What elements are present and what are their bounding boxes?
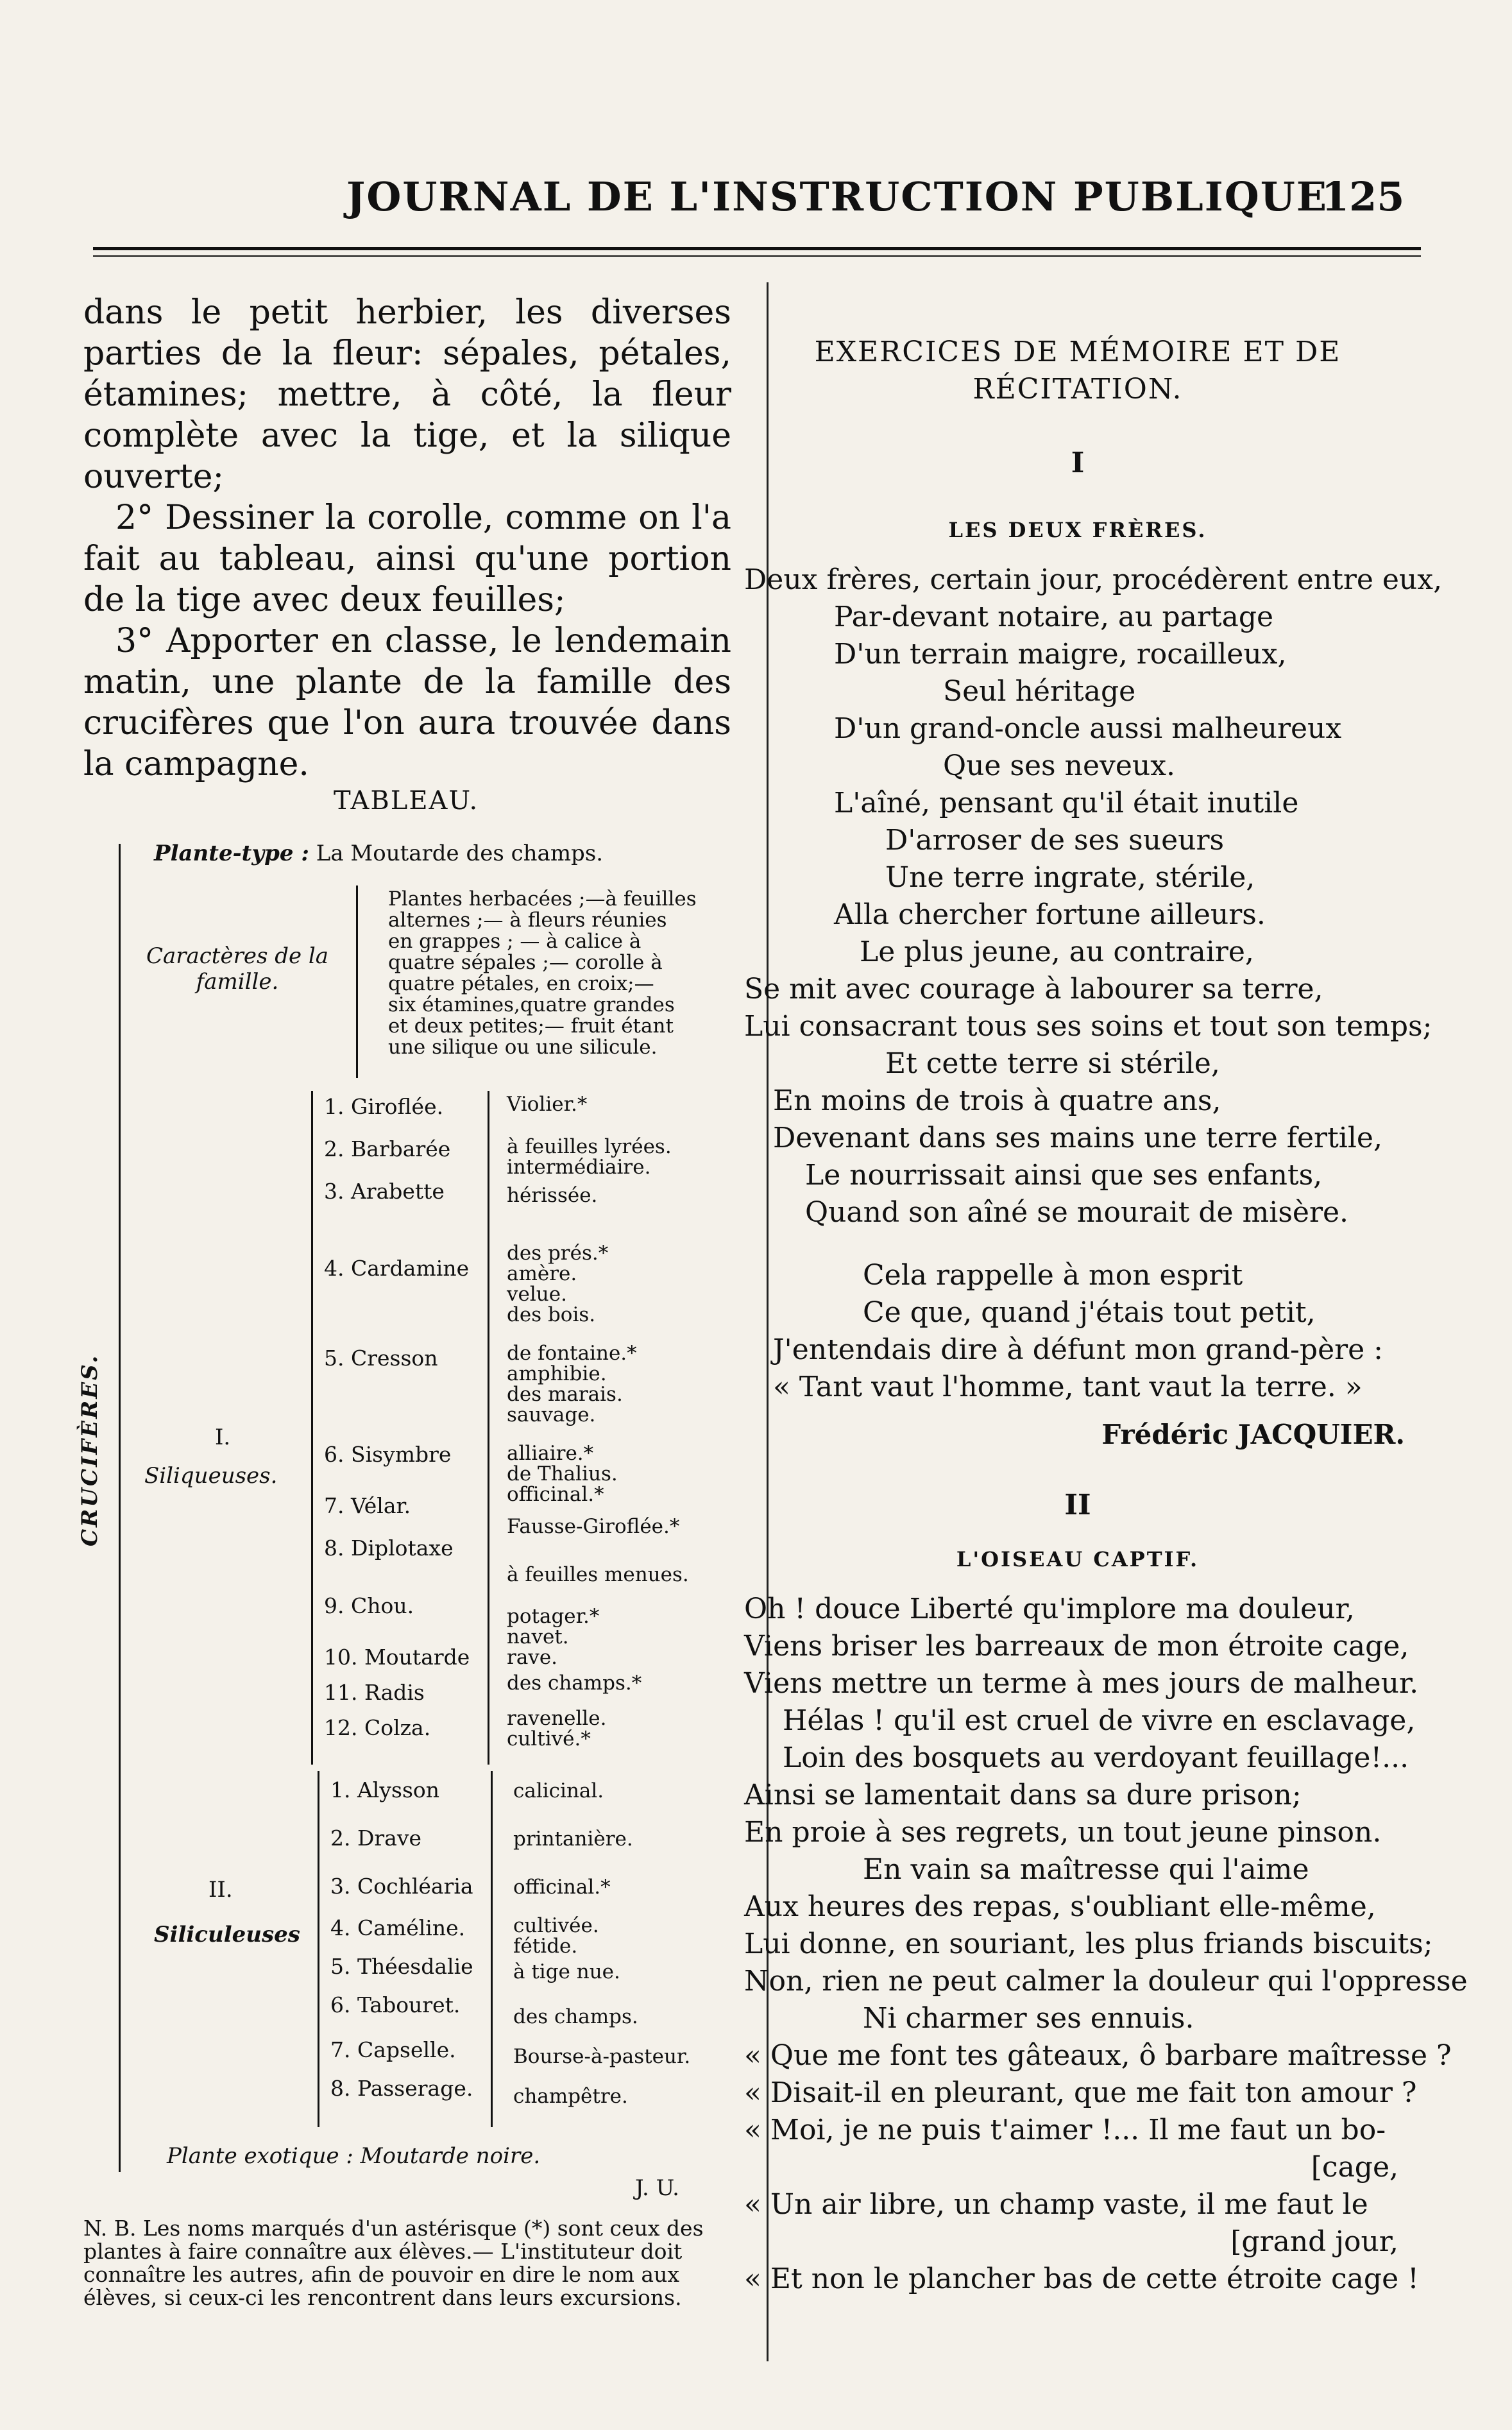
family-label: CRUCIFÈRES. (77, 1353, 103, 1546)
poem-line: Deux frères, certain jour, procédèrent entre eux, (744, 563, 1443, 596)
species-item: à feuilles menues. (507, 1563, 689, 1586)
brace-line (318, 1771, 319, 2127)
group1-genera (324, 1094, 470, 1758)
poem-2 (744, 1591, 1468, 2298)
species-item: calicinal. (513, 1779, 604, 1802)
poem-line: Que ses neveux. (943, 749, 1176, 782)
poem-line: « Un air libre, un champ vaste, il me faut le (744, 2188, 1368, 2221)
poem-line: Oh ! douce Liberté qu'implore ma douleur, (744, 1593, 1355, 1625)
poem-line: [cage, (1311, 2151, 1398, 2184)
poem-line: Et cette terre si stérile, (885, 1047, 1220, 1080)
poem-line: « Et non le plancher bas de cette étroite cage ! (744, 2263, 1419, 2295)
species-brace-line (491, 1771, 493, 2127)
species-item: des champs. (513, 2005, 638, 2028)
poem-line: Loin des bosquets au verdoyant feuillage!... (783, 1741, 1409, 1774)
paragraph: 3° Apporter en classe, le lendemain matin, une plante de la famille des crucifères que l'on aura trouvée dans la campagne. (83, 622, 731, 783)
species-item: des bois. (507, 1303, 596, 1326)
poem-line: Lui donne, en souriant, les plus friands biscuits; (744, 1928, 1433, 1960)
species-item: potager.* (507, 1605, 600, 1628)
poem-line: D'un terrain maigre, rocailleux, (834, 638, 1287, 671)
poem-line: Par-devant notaire, au partage (834, 601, 1274, 633)
poem-line: Devenant dans ses mains une terre fertile, (773, 1122, 1382, 1154)
species-item: amère. (507, 1262, 577, 1285)
caractere-line: quatre sépales ;— corolle à (388, 951, 663, 974)
species-item: à tige nue. (513, 1960, 620, 1983)
poem-1 (744, 561, 1443, 1231)
species-item: amphibie. (507, 1362, 607, 1385)
group1-species (507, 1094, 689, 1749)
section-heading: RÉCITATION. (973, 373, 1183, 406)
header-rule-thin (93, 255, 1421, 257)
left-text (83, 292, 731, 785)
poem-line: Aux heures des repas, s'oubliant elle-même, (744, 1890, 1376, 1923)
poem-title: L'OISEAU CAPTIF. (956, 1547, 1200, 1571)
species-item: des champs.* (507, 1672, 642, 1695)
poem-line: « Disait-il en pleurant, que me fait ton amour ? (744, 2076, 1417, 2109)
section-heading: EXERCICES DE MÉMOIRE ET DE (814, 336, 1341, 368)
paragraph: dans le petit herbier, les diverses parties de la fleur: sépales, pétales, étamines; mettre, à côté, la fleur complète avec la tige, et la silique ouverte; (83, 293, 731, 496)
poem-line: Non, rien ne peut calmer la douleur qui l'oppresse (744, 1965, 1468, 1998)
genus-item: 1. Giroflée. (324, 1094, 444, 1119)
species-item: navet. (507, 1625, 569, 1648)
plante-type (154, 841, 603, 866)
plante-type-label: Plante-type : (154, 841, 309, 866)
genus-item: 9. Chou. (324, 1593, 414, 1618)
species-item: hérissée. (507, 1184, 598, 1207)
genus-item: 3. Arabette (324, 1179, 445, 1204)
poem-line: Lui consacrant tous ses soins et tout son temps; (744, 1010, 1432, 1043)
species-brace-line (488, 1091, 489, 1765)
species-item: Bourse-à-pasteur. (513, 2045, 691, 2068)
tableau-title: TABLEAU. (334, 786, 479, 816)
poem-number: I (1071, 447, 1085, 479)
species-item: intermédiaire. (507, 1156, 651, 1179)
species-item: Violier.* (507, 1093, 588, 1116)
poem-line: En vain sa maîtresse qui l'aime (863, 1853, 1309, 1886)
page-number: 125 (1321, 173, 1405, 220)
species-item: rave. (507, 1646, 558, 1669)
outer-brace-line (119, 844, 121, 2172)
genus-item: 7. Vélar. (324, 1493, 411, 1518)
caractere-line: six étamines,quatre grandes (388, 993, 675, 1016)
right-column (744, 334, 1468, 2298)
header-rule (93, 247, 1421, 250)
plante-exotique: Plante exotique : Moutarde noire. (167, 2143, 541, 2169)
genus-item: 8. Passerage. (330, 2076, 473, 2101)
poem-line: Le nourrissait ainsi que ses enfants, (805, 1159, 1323, 1192)
genus-item: 11. Radis (324, 1680, 425, 1705)
species-item: fétide. (513, 1935, 578, 1958)
caractere-line: alternes ;— à fleurs réunies (388, 909, 667, 932)
group2-num: II. (208, 1877, 233, 1903)
poem-line: « Tant vaut l'homme, tant vaut la terre. » (773, 1371, 1363, 1403)
poem-line: J'entendais dire à défunt mon grand-père : (773, 1333, 1383, 1366)
poem-line: Alla chercher fortune ailleurs. (834, 898, 1266, 931)
species-item: champêtre. (513, 2085, 628, 2108)
caractere-line: en grappes ; — à calice à (388, 930, 641, 953)
species-item: velue. (507, 1283, 567, 1306)
poem-line: D'arroser de ses sueurs (885, 824, 1225, 857)
species-item: printanière. (513, 1827, 633, 1851)
poem-line: Seul héritage (943, 675, 1136, 708)
poem-1-moral (744, 1257, 1411, 1406)
genus-item: 4. Caméline. (330, 1915, 466, 1940)
brace-line (311, 1091, 313, 1765)
genus-item: 2. Drave (330, 1826, 422, 1851)
poem-line: « Moi, je ne puis t'aimer !... Il me faut un bo- (744, 2114, 1386, 2146)
caracteres-list (388, 889, 735, 1058)
genus-item: 7. Capselle. (330, 2037, 456, 2062)
genus-item: 1. Alysson (330, 1777, 439, 1802)
poem-line: Ainsi se lamentait dans sa dure prison; (744, 1779, 1302, 1811)
species-item: Fausse-Giroflée.* (507, 1515, 680, 1538)
poem-line: Une terre ingrate, stérile, (885, 861, 1255, 894)
poem-line: En moins de trois à quatre ans, (773, 1084, 1221, 1117)
caractere-line: Plantes herbacées ;—à feuilles (388, 887, 697, 911)
species-item: des marais. (507, 1383, 623, 1406)
poem-line: Ce que, quand j'étais tout petit, (863, 1296, 1316, 1329)
species-item: de fontaine.* (507, 1342, 637, 1365)
poem-number: II (1064, 1489, 1091, 1521)
poem-line: Viens briser les barreaux de mon étroite cage, (744, 1630, 1409, 1663)
group1-num: I. (215, 1425, 231, 1450)
species-item: alliaire.* (507, 1442, 594, 1465)
genus-item: 6. Tabouret. (330, 1992, 461, 2017)
group1-name: Siliqueuses. (144, 1463, 278, 1489)
poem-line: Viens mettre un terme à mes jours de malheur. (744, 1667, 1419, 1700)
genus-item: 2. Barbarée (324, 1136, 451, 1161)
genus-item: 8. Diplotaxe (324, 1536, 454, 1561)
species-item: officinal.* (513, 1876, 611, 1899)
paragraph: 2° Dessiner la corolle, comme on l'a fait au tableau, ainsi qu'une portion de la tige avec deux feuilles; (83, 499, 731, 619)
poem-line: Cela rappelle à mon esprit (863, 1259, 1243, 1292)
species-item: officinal.* (507, 1483, 604, 1506)
genus-item: 10. Moutarde (324, 1645, 470, 1670)
genus-item: 4. Cardamine (324, 1256, 470, 1281)
poem-line: Le plus jeune, au contraire, (860, 936, 1254, 968)
caractere-line: et deux petites;— fruit étant (388, 1014, 674, 1038)
poem-title: LES DEUX FRÈRES. (948, 518, 1207, 542)
poem-line: En proie à ses regrets, un tout jeune pinson. (744, 1816, 1382, 1849)
poem-line: Quand son aîné se mourait de misère. (805, 1196, 1349, 1229)
caracteres-label: Caractères de la famille. (146, 943, 329, 995)
species-item: ravenelle. (507, 1707, 607, 1730)
genus-item: 3. Cochléaria (330, 1874, 473, 1899)
species-item: à feuilles lyrées. (507, 1135, 672, 1158)
poem-line: « Que me font tes gâteaux, ô barbare maîtresse ? (744, 2039, 1452, 2072)
poem-line: [grand jour, (1230, 2225, 1398, 2258)
tableau-signature: J. U. (635, 2175, 679, 2201)
species-item: cultivé.* (507, 1727, 591, 1750)
poem-line: Se mit avec courage à labourer sa terre, (744, 973, 1323, 1005)
group2-species (513, 1781, 690, 2107)
genus-item: 5. Théesdalie (330, 1954, 473, 1979)
genus-item: 5. Cresson (324, 1346, 438, 1371)
caractere-line: une silique ou une silicule. (388, 1036, 658, 1059)
group2-name: Siliculeuses (154, 1922, 300, 1947)
genus-item: 12. Colza. (324, 1715, 431, 1740)
genus-item: 6. Sisymbre (324, 1442, 452, 1467)
plante-type-value: La Moutarde des champs. (316, 841, 604, 866)
poem-line: Ni charmer ses ennuis. (863, 2002, 1194, 2035)
group2-genera (330, 1777, 473, 2118)
species-item: des prés.* (507, 1242, 609, 1265)
caractere-line: quatre pétales, en croix;— (388, 972, 654, 995)
brace-line (356, 886, 358, 1078)
footnote: N. B. Les noms marqués d'un astérisque (*) sont ceux des plantes à faire connaître aux élèves.— L'instituteur doit connaître les autres, afin de pouvoir en dire le nom aux élèves, si ceux-ci les rencontrent dans leurs excursions. (83, 2216, 704, 2310)
species-item: de Thalius. (507, 1462, 618, 1485)
species-item: cultivée. (513, 1914, 599, 1937)
running-header: JOURNAL DE L'INSTRUCTION PUBLIQUE (346, 173, 1329, 220)
poem-line: D'un grand-oncle aussi malheureux (834, 712, 1342, 745)
poem-line: Hélas ! qu'il est cruel de vivre en esclavage, (783, 1704, 1416, 1737)
poem-author: Frédéric JACQUIER. (1101, 1419, 1405, 1450)
species-item: sauvage. (507, 1403, 596, 1426)
poem-line: L'aîné, pensant qu'il était inutile (834, 787, 1299, 819)
